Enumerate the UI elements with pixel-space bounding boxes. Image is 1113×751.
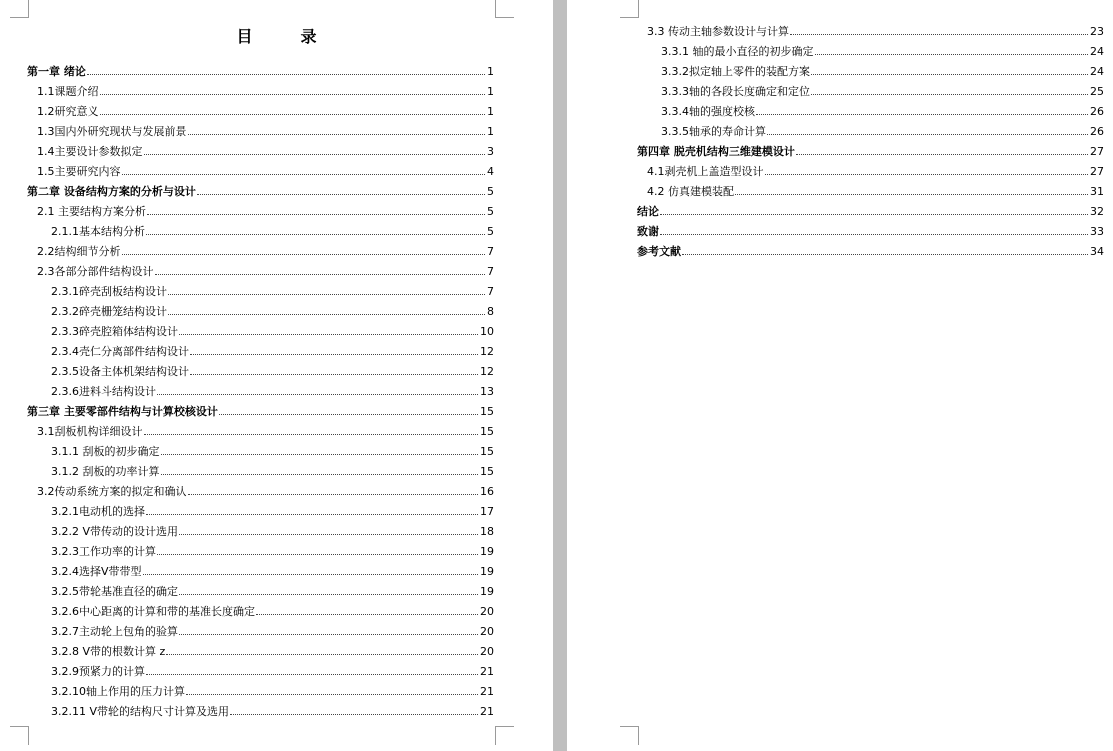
toc-entry[interactable]: [637, 218, 1104, 238]
document-page-right: [567, 0, 1113, 751]
toc-dot-leader: [735, 194, 1088, 195]
page-corner-mark: [495, 0, 514, 18]
toc-entry-text: 3.2.6中心距离的计算和带的基准长度确定: [51, 605, 255, 618]
toc-dot-leader: [767, 134, 1088, 135]
toc-entry-text: 4.1剥壳机上盖造型设计: [647, 165, 764, 178]
toc-entry-page-number: 18: [480, 525, 494, 538]
toc-entry-page-number: 15: [480, 445, 494, 458]
toc-entry-text: 3.3 传动主轴参数设计与计算: [647, 25, 789, 38]
toc-entry-page-number: 15: [480, 425, 494, 438]
toc-entry-text: 第三章 主要零部件结构与计算校核设计: [27, 405, 218, 418]
toc-dot-leader: [161, 454, 479, 455]
toc-dot-leader: [186, 694, 478, 695]
toc-entry-text: 3.2.9预紧力的计算: [51, 665, 145, 678]
toc-entry[interactable]: [27, 558, 494, 578]
toc-entry-page-number: 27: [1090, 165, 1104, 178]
toc-entry-page-number: 15: [480, 465, 494, 478]
toc-dot-leader: [122, 254, 486, 255]
toc-entry[interactable]: [27, 198, 494, 218]
toc-entry-page-number: 1: [487, 65, 494, 78]
toc-dot-leader: [197, 194, 485, 195]
toc-entry-page-number: 20: [480, 625, 494, 638]
toc-entry-page-number: 33: [1090, 225, 1104, 238]
toc-entry-text: 1.2研究意义: [37, 105, 99, 118]
toc-entry[interactable]: [27, 138, 494, 158]
toc-dot-leader: [147, 214, 485, 215]
toc-entry-text: 3.2.7主动轮上包角的验算: [51, 625, 178, 638]
toc-entry-text: 3.2.8 V带的根数计算 z: [51, 645, 166, 658]
toc-entry-text: 3.2.4选择V带带型: [51, 565, 142, 578]
toc-entry[interactable]: [27, 518, 494, 538]
toc-entry[interactable]: [637, 18, 1104, 38]
toc-dot-leader: [790, 34, 1088, 35]
toc-entry-text: 2.3各部分部件结构设计: [37, 265, 154, 278]
toc-dot-leader: [811, 94, 1088, 95]
toc-entry[interactable]: [27, 178, 494, 198]
toc-entry-text: 3.3.3轴的各段长度确定和定位: [661, 85, 810, 98]
toc-dot-leader: [179, 334, 478, 335]
toc-entry[interactable]: [637, 138, 1104, 158]
toc-entry[interactable]: [27, 598, 494, 618]
toc-dot-leader: [256, 614, 478, 615]
toc-entry-text: 3.2.3工作功率的计算: [51, 545, 156, 558]
toc-entry-page-number: 7: [487, 245, 494, 258]
toc-entry-page-number: 7: [487, 265, 494, 278]
toc-entry-page-number: 1: [487, 85, 494, 98]
document-page-left: [0, 0, 553, 751]
toc-entry-page-number: 15: [480, 405, 494, 418]
toc-entry-page-number: 13: [480, 385, 494, 398]
toc-entry-page-number: 10: [480, 325, 494, 338]
toc-entry[interactable]: [27, 458, 494, 478]
page-corner-mark: [10, 0, 29, 18]
toc-entry-page-number: 26: [1090, 105, 1104, 118]
toc-entry[interactable]: [27, 578, 494, 598]
toc-entry[interactable]: [27, 438, 494, 458]
toc-entry-text: 第四章 脱壳机结构三维建模设计: [637, 145, 795, 158]
toc-entry-page-number: 5: [487, 185, 494, 198]
toc-entry-text: 3.3.2拟定轴上零件的装配方案: [661, 65, 810, 78]
toc-entry-text: 3.2.1电动机的选择: [51, 505, 145, 518]
toc-dot-leader: [122, 174, 486, 175]
toc-entry[interactable]: [27, 238, 494, 258]
toc-entry-text: 3.3.5轴承的寿命计算: [661, 125, 766, 138]
toc-entry[interactable]: [27, 618, 494, 638]
toc-entry-text: 3.2传动系统方案的拟定和确认: [37, 485, 187, 498]
toc-dot-leader: [179, 634, 478, 635]
toc-entry-text: 1.4主要设计参数拟定: [37, 145, 143, 158]
toc-dot-leader: [168, 294, 485, 295]
toc-entry-text: 致谢: [637, 225, 659, 238]
toc-dot-leader: [168, 314, 485, 315]
toc-entry-page-number: 32: [1090, 205, 1104, 218]
toc-dot-leader: [660, 234, 1088, 235]
toc-dot-leader: [155, 274, 486, 275]
toc-entry-text: 2.3.3碎壳腔箱体结构设计: [51, 325, 178, 338]
toc-entry-text: 1.1课题介绍: [37, 85, 99, 98]
toc-entry[interactable]: [637, 238, 1104, 258]
toc-entry[interactable]: [27, 378, 494, 398]
toc-dot-leader: [815, 54, 1089, 55]
page-corner-mark: [10, 726, 29, 745]
toc-dot-leader: [188, 494, 479, 495]
page-corner-mark: [620, 0, 639, 18]
toc-entry-text: 2.2结构细节分析: [37, 245, 121, 258]
toc-entry[interactable]: [27, 338, 494, 358]
toc-dot-leader: [811, 74, 1088, 75]
toc-entry[interactable]: [637, 38, 1104, 58]
toc-dot-leader: [765, 174, 1089, 175]
toc-entry-text: 3.2.2 V带传动的设计选用: [51, 525, 179, 538]
toc-entry-page-number: 5: [487, 205, 494, 218]
toc-entry[interactable]: [27, 478, 494, 498]
toc-entry[interactable]: [637, 98, 1104, 118]
toc-entry[interactable]: [27, 218, 494, 238]
toc-dot-leader: [682, 254, 1088, 255]
toc-entry-text: 3.1刮板机构详细设计: [37, 425, 143, 438]
toc-entry[interactable]: [27, 698, 494, 718]
toc-entry[interactable]: [637, 198, 1104, 218]
toc-entry-page-number: 26: [1090, 125, 1104, 138]
toc-entry[interactable]: [27, 418, 494, 438]
toc-entry-page-number: 5: [487, 225, 494, 238]
toc-entry[interactable]: [27, 298, 494, 318]
toc-entry-page-number: 21: [480, 665, 494, 678]
toc-entry-text: 第二章 设备结构方案的分析与设计: [27, 185, 196, 198]
toc-entry-page-number: 1: [487, 125, 494, 138]
toc-dot-leader: [87, 74, 485, 75]
toc-entry-text: 3.2.5带轮基准直径的确定: [51, 585, 178, 598]
toc-entry[interactable]: [27, 78, 494, 98]
toc-entry-text: 3.1.2 刮板的功率计算: [51, 465, 160, 478]
toc-dot-leader: [219, 414, 478, 415]
toc-dot-leader: [100, 114, 486, 115]
toc-dot-leader: [756, 114, 1088, 115]
toc-entry-page-number: 21: [480, 685, 494, 698]
toc-entry[interactable]: [27, 398, 494, 418]
toc-entry[interactable]: [27, 98, 494, 118]
toc-dot-leader: [143, 574, 478, 575]
page-corner-mark: [620, 726, 639, 745]
toc-title: 目录: [236, 27, 365, 46]
toc-entry[interactable]: [27, 498, 494, 518]
toc-dot-leader: [166, 654, 478, 655]
toc-dot-leader: [146, 514, 478, 515]
toc-entry[interactable]: [27, 358, 494, 378]
toc-entry-page-number: 25: [1090, 85, 1104, 98]
toc-entry-page-number: 24: [1090, 65, 1104, 78]
toc-entry-text: 3.3.4轴的强度校核: [661, 105, 755, 118]
toc-entry-page-number: 1: [487, 105, 494, 118]
toc-entry-page-number: 20: [480, 605, 494, 618]
toc-entry-text: 3.3.1 轴的最小直径的初步确定: [661, 45, 814, 58]
toc-entry-page-number: 12: [480, 365, 494, 378]
toc-entry-text: 2.3.2碎壳栅笼结构设计: [51, 305, 167, 318]
toc-entry-page-number: 24: [1090, 45, 1104, 58]
toc-entry[interactable]: [27, 118, 494, 138]
toc-dot-leader: [146, 674, 478, 675]
toc-entry[interactable]: [637, 78, 1104, 98]
toc-dot-leader: [144, 154, 486, 155]
page-corner-mark: [495, 726, 514, 745]
toc-entry-text: 2.3.4壳仁分离部件结构设计: [51, 345, 189, 358]
toc-entry[interactable]: [27, 538, 494, 558]
toc-dot-leader: [146, 234, 485, 235]
toc-entry-page-number: 8: [487, 305, 494, 318]
toc-entry[interactable]: [27, 278, 494, 298]
toc-list-left: [27, 58, 494, 718]
toc-dot-leader: [157, 554, 478, 555]
toc-entry[interactable]: [637, 178, 1104, 198]
toc-entry-page-number: 16: [480, 485, 494, 498]
toc-dot-leader: [144, 434, 479, 435]
toc-entry-text: 1.5主要研究内容: [37, 165, 121, 178]
toc-dot-leader: [230, 714, 478, 715]
toc-entry-page-number: 4: [487, 165, 494, 178]
toc-entry-text: 2.1.1基本结构分析: [51, 225, 145, 238]
toc-entry-page-number: 20: [480, 645, 494, 658]
toc-entry-page-number: 19: [480, 545, 494, 558]
toc-entry-text: 2.3.1碎壳刮板结构设计: [51, 285, 167, 298]
toc-dot-leader: [157, 394, 478, 395]
toc-entry-page-number: 12: [480, 345, 494, 358]
toc-dot-leader: [190, 354, 478, 355]
toc-entry-page-number: 3: [487, 145, 494, 158]
toc-entry[interactable]: [27, 318, 494, 338]
toc-entry[interactable]: [27, 158, 494, 178]
toc-entry[interactable]: [637, 158, 1104, 178]
toc-dot-leader: [100, 94, 486, 95]
toc-dot-leader: [161, 474, 479, 475]
toc-entry[interactable]: [27, 58, 494, 78]
toc-entry[interactable]: [637, 118, 1104, 138]
toc-entry-text: 3.2.10轴上作用的压力计算: [51, 685, 185, 698]
toc-dot-leader: [190, 374, 478, 375]
toc-entry-text: 2.3.6进料斗结构设计: [51, 385, 156, 398]
toc-entry-text: 结论: [637, 205, 659, 218]
toc-entry-page-number: 27: [1090, 145, 1104, 158]
toc-dot-leader: [179, 534, 478, 535]
toc-dot-leader: [796, 154, 1088, 155]
toc-dot-leader: [660, 214, 1088, 215]
toc-entry-page-number: 7: [487, 285, 494, 298]
toc-entry-text: 参考文献: [637, 245, 681, 258]
toc-entry-text: 2.3.5设备主体机架结构设计: [51, 365, 189, 378]
toc-entry[interactable]: [637, 58, 1104, 78]
toc-entry-text: 2.1 主要结构方案分析: [37, 205, 146, 218]
toc-entry-text: 3.1.1 刮板的初步确定: [51, 445, 160, 458]
toc-entry-page-number: 34: [1090, 245, 1104, 258]
toc-entry-page-number: 21: [480, 705, 494, 718]
toc-entry-page-number: 17: [480, 505, 494, 518]
toc-entry-page-number: 19: [480, 585, 494, 598]
toc-entry-page-number: 23: [1090, 25, 1104, 38]
toc-entry[interactable]: [27, 658, 494, 678]
toc-dot-leader: [188, 134, 486, 135]
toc-entry[interactable]: [27, 678, 494, 698]
toc-entry-text: 4.2 仿真建模装配: [647, 185, 734, 198]
toc-list-right: [637, 18, 1104, 258]
toc-entry-page-number: 19: [480, 565, 494, 578]
toc-entry-text: 第一章 绪论: [27, 65, 86, 78]
toc-entry-page-number: 31: [1090, 185, 1104, 198]
toc-dot-leader: [179, 594, 478, 595]
toc-entry[interactable]: [27, 258, 494, 278]
toc-entry-text: 3.2.11 V带轮的结构尺寸计算及选用: [51, 705, 230, 718]
toc-entry[interactable]: [27, 638, 494, 658]
toc-entry-text: 1.3国内外研究现状与发展前景: [37, 125, 187, 138]
